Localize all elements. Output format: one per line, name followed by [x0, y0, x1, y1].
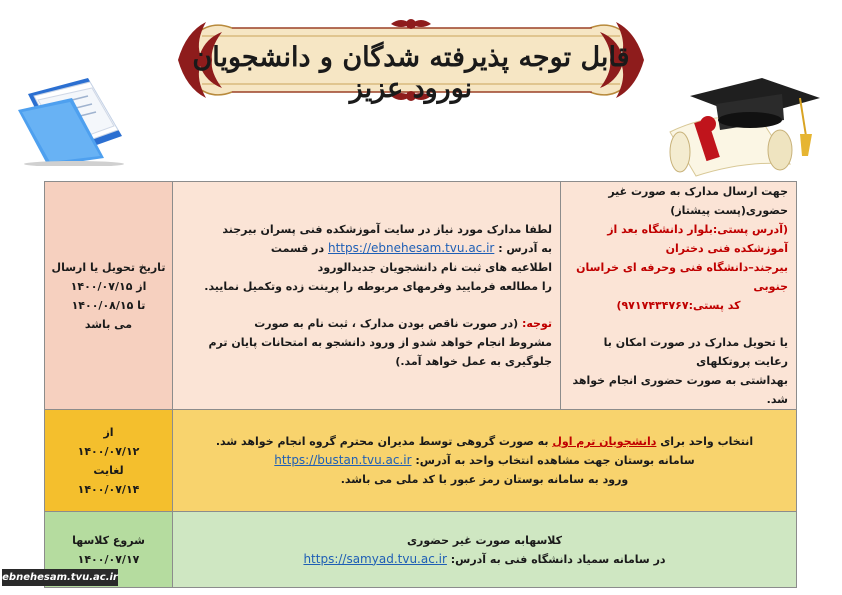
- date-from: از ۱۴۰۰/۰۷/۱۵: [70, 279, 147, 293]
- text-line: یا تحویل مدارک در صورت امکان با رعایت پروتکلهای: [603, 336, 788, 368]
- text-line: ورود به سامانه بوستان رمز عبور با کد ملی می باشد.: [340, 473, 629, 486]
- document-folder-icon: [14, 74, 142, 166]
- date-start: ۱۴۰۰/۰۷/۱۷: [77, 552, 140, 566]
- bustan-link[interactable]: https://bustan.tvu.ac.ir: [274, 453, 412, 467]
- graduation-cap-diploma-icon: [650, 72, 830, 180]
- text-fragment: سامانه بوستان جهت مشاهده انتخاب واحد به آدرس:: [415, 454, 695, 467]
- course-selection-cell: [173, 410, 797, 512]
- date-to: ۱۴۰۰/۰۷/۱۴: [77, 482, 140, 496]
- postal-submission-cell: [561, 182, 797, 410]
- text-fragment: در سامانه سمیاد دانشگاه فنی به آدرس:: [450, 552, 666, 566]
- text-fragment: به صورت گروهی توسط مدیران محترم گروه انجام خواهد شد.: [215, 435, 549, 448]
- watermark: ebnehesam.tvu.ac.ir: [2, 569, 118, 586]
- text-line: را مطالعه فرمایید وفرمهای مربوطه را پرینت زده وتکمیل نمایید.: [204, 280, 552, 293]
- text-fragment: (در صورت ناقص بودن مدارک ، ثبت نام به صورت: [254, 317, 519, 330]
- classes-cell: [173, 512, 797, 588]
- date-suffix: می باشد: [84, 317, 133, 331]
- text-line: [173, 239, 560, 258]
- date-heading: شروع کلاسها: [72, 533, 145, 547]
- date-to: تا ۱۴۰۰/۰۸/۱۵: [71, 298, 146, 312]
- notice-table: [44, 181, 797, 588]
- first-term-highlight: دانشجویان ترم اول: [552, 435, 657, 448]
- text-line: مشروط انجام خواهد شدو از ورود دانشجو به امتحانات پایان ترم: [208, 336, 552, 349]
- title-banner: [172, 14, 650, 106]
- text-line: بیرجند–دانشگاه فنی وحرفه ای خراسان جنوبی: [576, 261, 788, 293]
- course-selection-date-cell: [45, 410, 173, 512]
- text-line: [173, 432, 796, 451]
- table-row: [45, 410, 797, 512]
- text-line: جهت ارسال مدارک به صورت غیر حضوری(پست پیشتاز): [608, 185, 788, 217]
- ebnehesam-site-link[interactable]: https://ebnehesam.tvu.ac.ir: [328, 241, 495, 255]
- text-line: لطفا مدارک مورد نیاز در سایت آموزشکده فنی پسران بیرجند: [222, 223, 552, 236]
- page-title: قابل توجه پذیرفته شدگان و دانشجویان نورود عزیز: [192, 42, 630, 104]
- text-line: [173, 550, 796, 569]
- text-line: بهداشتی به صورت حضوری انجام خواهد شد.: [572, 374, 788, 406]
- date-heading: تاریخ تحویل یا ارسال: [51, 260, 166, 274]
- text-line: اطلاعیه های ثبت نام دانشجویان جدیدالورود: [317, 261, 552, 274]
- text-line: کلاسهابه صورت غیر حضوری: [406, 533, 563, 547]
- samyad-link[interactable]: https://samyad.tvu.ac.ir: [303, 551, 447, 566]
- text-line: [173, 451, 796, 470]
- text-line: (آدرس پستی:بلوار دانشگاه بعد از آموزشکده فنی دختران: [607, 223, 788, 255]
- table-row: [45, 182, 797, 410]
- submission-date-cell: [45, 182, 173, 410]
- table-row: [45, 512, 797, 588]
- text-fragment: در قسمت: [270, 242, 325, 255]
- note-label: توجه:: [521, 317, 552, 330]
- date-from-label: از: [103, 425, 114, 439]
- text-line: جلوگیری به عمل خواهد آمد.): [395, 355, 552, 368]
- date-from: ۱۴۰۰/۰۷/۱۲: [77, 444, 140, 458]
- text-line: کد پستی:۹۷۱۷۴۳۴۷۶۷): [616, 299, 741, 312]
- documents-instructions-cell: [173, 182, 561, 410]
- text-line: [173, 314, 560, 333]
- text-fragment: به آدرس :: [498, 242, 552, 255]
- text-fragment: انتخاب واحد برای: [660, 435, 754, 448]
- date-to-label: لغایت: [93, 463, 124, 477]
